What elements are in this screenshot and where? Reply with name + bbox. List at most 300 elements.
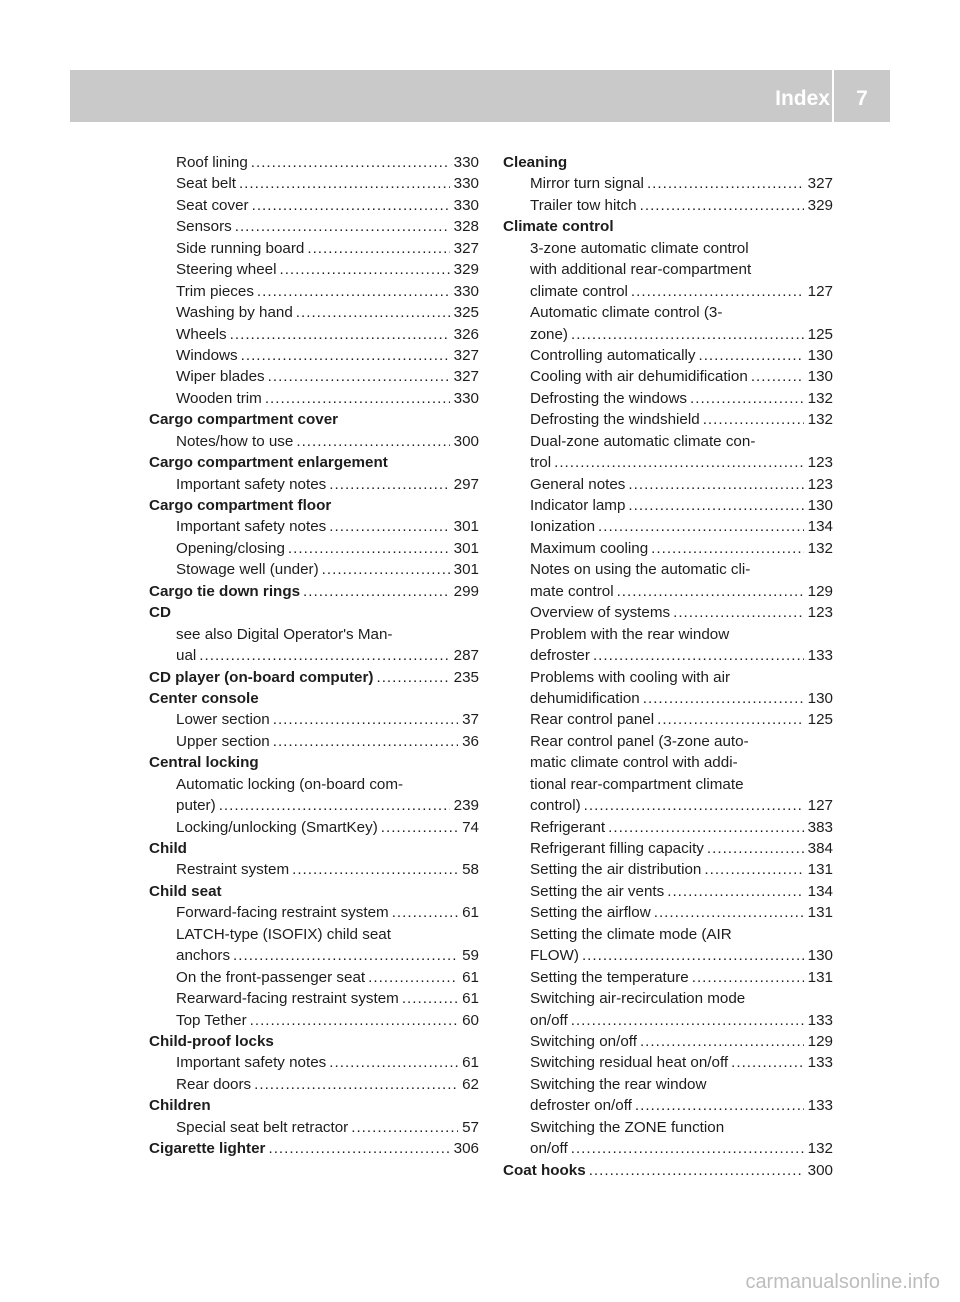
entry-label: Switching air-recirculation mode (530, 990, 746, 1008)
entry-page-ref[interactable]: 133 (807, 647, 833, 665)
leader-dots (598, 516, 804, 537)
index-heading (149, 409, 479, 430)
index-entry (503, 516, 833, 537)
leader-dots (329, 474, 449, 495)
leader-dots (554, 452, 804, 473)
index-entry (503, 795, 833, 816)
entry-page-ref[interactable]: 131 (807, 861, 833, 879)
leader-dots (219, 795, 450, 816)
entry-label: Important safety notes (176, 1054, 327, 1072)
entry-page-ref[interactable]: 327 (453, 239, 479, 257)
section-title: Index (775, 87, 830, 110)
entry-label: Locking/unlocking (SmartKey) (176, 818, 378, 836)
entry-label: Cooling with air dehumidification (530, 368, 748, 386)
entry-label: Setting the temperature (530, 968, 689, 986)
index-entry (503, 495, 833, 516)
entry-page-ref[interactable]: 37 (462, 711, 479, 729)
entry-page-ref[interactable]: 127 (807, 282, 833, 300)
entry-label: Problem with the rear window (530, 625, 730, 643)
index-entry (149, 924, 479, 945)
entry-page-ref[interactable]: 129 (807, 1032, 833, 1050)
entry-label: Wheels (176, 325, 227, 343)
entry-page-ref[interactable]: 300 (807, 1161, 833, 1179)
entry-label: Switching the rear window (530, 1075, 707, 1093)
leader-dots (704, 859, 803, 880)
index-entry (503, 173, 833, 194)
entry-label: Washing by hand (176, 304, 293, 322)
leader-dots (690, 388, 804, 409)
entry-page-ref[interactable]: 57 (462, 1118, 479, 1136)
entry-page-ref[interactable]: 330 (453, 282, 479, 300)
index-entry (149, 216, 479, 237)
entry-page-ref[interactable]: 133 (807, 1097, 833, 1115)
entry-page-ref[interactable]: 61 (462, 1054, 479, 1072)
index-entry (503, 945, 833, 966)
leader-dots (628, 495, 803, 516)
leader-dots (288, 538, 450, 559)
index-entry (503, 259, 833, 280)
entry-page-ref[interactable]: 61 (462, 968, 479, 986)
index-heading (149, 667, 479, 688)
leader-dots (199, 645, 449, 666)
index-entry (149, 388, 479, 409)
leader-dots (230, 324, 450, 345)
index-entry (503, 859, 833, 880)
entry-label: anchors (176, 947, 231, 965)
leader-dots (392, 902, 458, 923)
entry-label: Cleaning (503, 154, 568, 171)
entry-page-ref[interactable]: 301 (453, 518, 479, 536)
entry-page-ref[interactable]: 325 (453, 304, 479, 322)
entry-label: Rear doors (176, 1075, 252, 1093)
entry-label: zone) (530, 325, 568, 343)
entry-label: Top Tether (176, 1011, 247, 1029)
index-heading (149, 581, 479, 602)
entry-page-ref[interactable]: 130 (807, 497, 833, 514)
index-column-right (503, 152, 833, 1181)
index-entry (503, 581, 833, 602)
index-entry (149, 366, 479, 387)
entry-label: dehumidification (530, 689, 640, 707)
index-entry (503, 538, 833, 559)
entry-label: Child (149, 840, 187, 857)
entry-label: Rear control panel (530, 711, 655, 729)
index-entry (503, 602, 833, 623)
index-entry (503, 645, 833, 666)
index-entry (503, 1031, 833, 1052)
index-entry (149, 988, 479, 1009)
entry-page-ref[interactable]: 134 (807, 882, 833, 900)
entry-label: Notes on using the automatic cli- (530, 561, 751, 579)
leader-dots (322, 559, 450, 580)
leader-dots (351, 1117, 458, 1138)
leader-dots (381, 817, 458, 838)
index-heading (149, 881, 479, 902)
leader-dots (571, 1010, 804, 1031)
entry-label: Wooden trim (176, 389, 262, 407)
entry-label: Center console (149, 689, 259, 707)
entry-label: Side running board (176, 239, 305, 257)
index-entry (503, 431, 833, 452)
entry-label: Children (149, 1097, 211, 1115)
entry-page-ref[interactable]: 59 (462, 947, 479, 965)
index-entry (149, 259, 479, 280)
index-heading (503, 1160, 833, 1181)
entry-label: 3-zone automatic climate control (530, 239, 749, 257)
leader-dots (654, 902, 804, 923)
index-entry (149, 774, 479, 795)
index-entry (149, 731, 479, 752)
leader-dots (582, 945, 804, 966)
leader-dots (376, 667, 449, 688)
index-entry (503, 1074, 833, 1095)
index-heading (503, 152, 833, 173)
entry-label: Steering wheel (176, 261, 277, 279)
entry-label: General notes (530, 475, 626, 493)
entry-label: climate control (530, 282, 628, 300)
entry-label: Stowage well (under) (176, 561, 319, 579)
entry-label: Defrosting the windshield (530, 411, 700, 429)
entry-label: Cigarette lighter (149, 1140, 266, 1158)
entry-label: Opening/closing (176, 539, 285, 557)
index-entry (149, 795, 479, 816)
index-entry (503, 1052, 833, 1073)
entry-label: defroster on/off (530, 1097, 632, 1115)
entry-page-ref[interactable]: 123 (807, 604, 833, 622)
entry-page-ref[interactable]: 132 (807, 411, 833, 429)
entry-label: Switching the ZONE function (530, 1118, 725, 1136)
leader-dots (402, 988, 458, 1009)
entry-page-ref[interactable]: 61 (462, 990, 479, 1008)
index-entry (149, 945, 479, 966)
index-entry (149, 1074, 479, 1095)
entry-page-ref[interactable]: 123 (807, 454, 833, 472)
entry-page-ref[interactable]: 132 (807, 389, 833, 407)
entry-label: Overview of systems (530, 604, 671, 622)
entry-label: Forward-facing restraint system (176, 904, 389, 922)
entry-label: mate control (530, 582, 614, 600)
entry-page-ref[interactable]: 129 (807, 582, 833, 600)
entry-label: On the front-passenger seat (176, 968, 366, 986)
index-column-left (149, 152, 479, 1160)
leader-dots (698, 345, 803, 366)
entry-page-ref[interactable]: 74 (462, 818, 479, 836)
leader-dots (296, 302, 450, 323)
entry-label: Maximum cooling (530, 539, 649, 557)
entry-label: Trailer tow hitch (530, 196, 637, 214)
entry-label: Setting the climate mode (AIR (530, 925, 732, 943)
leader-dots (635, 1095, 804, 1116)
leader-dots (303, 581, 450, 602)
entry-page-ref[interactable]: 132 (807, 539, 833, 557)
index-entry (149, 324, 479, 345)
entry-label: Setting the air vents (530, 882, 665, 900)
leader-dots (571, 324, 804, 345)
index-entry (503, 817, 833, 838)
entry-label: on/off (530, 1011, 568, 1029)
entry-page-ref[interactable]: 60 (462, 1011, 479, 1029)
leader-dots (707, 838, 804, 859)
index-entry (149, 431, 479, 452)
entry-label: Seat belt (176, 175, 236, 193)
entry-label: Special seat belt retractor (176, 1118, 349, 1136)
index-heading (149, 1031, 479, 1052)
entry-label: Climate control (503, 218, 614, 236)
entry-page-ref[interactable]: 133 (807, 1011, 833, 1029)
entry-label: Rearward-facing restraint system (176, 990, 399, 1008)
entry-label: Setting the airflow (530, 904, 651, 922)
entry-page-ref[interactable]: 330 (453, 154, 479, 171)
index-entry (149, 902, 479, 923)
leader-dots (617, 581, 804, 602)
entry-label: Restraint system (176, 861, 290, 879)
entry-label: CD player (on-board computer) (149, 668, 374, 686)
leader-dots (329, 1052, 458, 1073)
entry-label: Defrosting the windows (530, 389, 688, 407)
entry-page-ref[interactable]: 384 (807, 840, 833, 857)
entry-label: Child seat (149, 882, 222, 900)
leader-dots (651, 538, 803, 559)
index-heading (149, 838, 479, 859)
entry-label: Cargo compartment floor (149, 497, 332, 514)
entry-label: LATCH-type (ISOFIX) child seat (176, 925, 391, 943)
entry-page-ref[interactable]: 383 (807, 818, 833, 836)
entry-page-ref[interactable]: 125 (807, 325, 833, 343)
watermark: carmanualsonline.info (745, 1271, 940, 1293)
entry-page-ref[interactable]: 123 (807, 475, 833, 493)
entry-label: Trim pieces (176, 282, 254, 300)
entry-label: Indicator lamp (530, 497, 626, 514)
index-entry (149, 238, 479, 259)
entry-page-ref[interactable]: 306 (453, 1140, 479, 1158)
index-entry (503, 902, 833, 923)
entry-label: Windows (176, 346, 238, 364)
leader-dots (640, 1031, 804, 1052)
index-entry (503, 302, 833, 323)
entry-label: Lower section (176, 711, 270, 729)
leader-dots (233, 945, 458, 966)
entry-page-ref[interactable]: 300 (453, 432, 479, 450)
entry-label: Refrigerant filling capacity (530, 840, 704, 857)
entry-label: control) (530, 797, 581, 815)
index-entry (503, 324, 833, 345)
index-entry (149, 302, 479, 323)
entry-page-ref[interactable]: 330 (453, 389, 479, 407)
index-entry (503, 281, 833, 302)
entry-page-ref[interactable]: 125 (807, 711, 833, 729)
index-entry (503, 1095, 833, 1116)
entry-page-ref[interactable]: 134 (807, 518, 833, 536)
entry-label: Child-proof locks (149, 1032, 274, 1050)
entry-page-ref[interactable]: 127 (807, 797, 833, 815)
leader-dots (584, 795, 804, 816)
index-entry (503, 366, 833, 387)
index-heading (149, 1138, 479, 1159)
index-entry (149, 1052, 479, 1073)
entry-page-ref[interactable]: 301 (453, 539, 479, 557)
leader-dots (273, 709, 458, 730)
entry-page-ref[interactable]: 327 (453, 346, 479, 364)
index-entry (149, 559, 479, 580)
index-entry (503, 881, 833, 902)
leader-dots (608, 817, 804, 838)
entry-page-ref[interactable]: 301 (453, 561, 479, 579)
entry-label: Switching on/off (530, 1032, 637, 1050)
index-entry (149, 152, 479, 173)
index-entry (503, 667, 833, 688)
entry-page-ref[interactable]: 130 (807, 368, 833, 386)
leader-dots (731, 1052, 804, 1073)
entry-page-ref[interactable]: 330 (453, 175, 479, 193)
entry-label: Notes/how to use (176, 432, 294, 450)
entry-label: Rear control panel (3-zone auto- (530, 732, 749, 750)
index-entry (149, 817, 479, 838)
leader-dots (251, 152, 450, 173)
index-entry (503, 345, 833, 366)
entry-label: Seat cover (176, 196, 249, 214)
entry-label: CD (149, 604, 171, 622)
leader-dots (631, 281, 804, 302)
leader-dots (640, 195, 804, 216)
leader-dots (667, 881, 803, 902)
entry-page-ref[interactable]: 330 (453, 196, 479, 214)
index-entry (149, 345, 479, 366)
entry-label: trol (530, 454, 552, 472)
entry-label: Cargo tie down rings (149, 582, 301, 600)
entry-label: Sensors (176, 218, 232, 236)
index-heading (149, 688, 479, 709)
entry-page-ref[interactable]: 132 (807, 1140, 833, 1158)
entry-page-ref[interactable]: 326 (453, 325, 479, 343)
leader-dots (589, 1160, 804, 1181)
entry-label: Cargo compartment cover (149, 411, 339, 429)
leader-dots (751, 366, 804, 387)
leader-dots (252, 195, 450, 216)
index-heading (149, 752, 479, 773)
leader-dots (593, 645, 804, 666)
leader-dots (239, 173, 450, 194)
index-heading (149, 452, 479, 473)
entry-page-ref[interactable]: 329 (807, 196, 833, 214)
leader-dots (250, 1010, 458, 1031)
entry-label: Cargo compartment enlargement (149, 454, 388, 472)
index-entry (149, 173, 479, 194)
index-entry (149, 645, 479, 666)
leader-dots (268, 1138, 449, 1159)
leader-dots (628, 474, 803, 495)
entry-label: Switching residual heat on/off (530, 1054, 729, 1072)
entry-label: Central locking (149, 754, 259, 772)
entry-label: Ionization (530, 518, 596, 536)
entry-label: on/off (530, 1140, 568, 1158)
entry-page-ref[interactable]: 327 (453, 368, 479, 386)
index-entry (149, 281, 479, 302)
index-entry (149, 624, 479, 645)
entry-page-ref[interactable]: 131 (807, 968, 833, 986)
index-entry (503, 624, 833, 645)
leader-dots (673, 602, 804, 623)
entry-page-ref[interactable]: 328 (453, 218, 479, 236)
leader-dots (279, 259, 449, 280)
index-entry (503, 752, 833, 773)
entry-page-ref[interactable]: 235 (453, 668, 479, 686)
entry-page-ref[interactable]: 62 (462, 1075, 479, 1093)
entry-label: Important safety notes (176, 475, 327, 493)
leader-dots (296, 431, 449, 452)
index-entry (503, 1010, 833, 1031)
index-entry (149, 474, 479, 495)
leader-dots (257, 281, 450, 302)
entry-label: Controlling automatically (530, 346, 696, 364)
entry-page-ref[interactable]: 327 (807, 175, 833, 193)
entry-page-ref[interactable]: 58 (462, 861, 479, 879)
leader-dots (307, 238, 449, 259)
index-entry (503, 388, 833, 409)
entry-page-ref[interactable]: 130 (807, 689, 833, 707)
entry-page-ref[interactable]: 130 (807, 346, 833, 364)
entry-page-ref[interactable]: 133 (807, 1054, 833, 1072)
entry-page-ref[interactable]: 61 (462, 904, 479, 922)
index-entry (503, 688, 833, 709)
entry-label: with additional rear-compartment (530, 261, 752, 279)
index-entry (503, 238, 833, 259)
leader-dots (647, 173, 804, 194)
entry-page-ref[interactable]: 36 (462, 732, 479, 750)
entry-label: Important safety notes (176, 518, 327, 536)
index-entry (503, 967, 833, 988)
entry-page-ref[interactable]: 299 (453, 582, 479, 600)
index-entry (149, 516, 479, 537)
entry-label: puter) (176, 797, 216, 815)
entry-label: Automatic climate control (3- (530, 304, 723, 322)
index-entry (503, 924, 833, 945)
index-entry (503, 1117, 833, 1138)
index-entry (149, 967, 479, 988)
entry-label: Mirror turn signal (530, 175, 644, 193)
leader-dots (703, 409, 804, 430)
entry-label: defroster (530, 647, 590, 665)
index-entry (503, 774, 833, 795)
leader-dots (571, 1138, 804, 1159)
index-entry (503, 409, 833, 430)
leader-dots (241, 345, 450, 366)
leader-dots (254, 1074, 458, 1095)
entry-page-ref[interactable]: 329 (453, 261, 479, 279)
index-entry (149, 538, 479, 559)
index-entry (503, 709, 833, 730)
index-entry (503, 452, 833, 473)
entry-page-ref[interactable]: 131 (807, 904, 833, 922)
index-heading (503, 216, 833, 237)
entry-label: Upper section (176, 732, 270, 750)
leader-dots (692, 967, 804, 988)
entry-page-ref[interactable]: 239 (453, 797, 479, 815)
header-bar (70, 70, 890, 122)
entry-label: Refrigerant (530, 818, 606, 836)
leader-dots (292, 859, 458, 880)
index-entry (503, 1138, 833, 1159)
index-entry (149, 1117, 479, 1138)
entry-page-ref[interactable]: 130 (807, 947, 833, 965)
entry-page-ref[interactable]: 287 (453, 647, 479, 665)
entry-page-ref[interactable]: 297 (453, 475, 479, 493)
index-entry (149, 709, 479, 730)
index-entry (503, 838, 833, 859)
entry-label: matic climate control with addi- (530, 754, 738, 772)
entry-label: Wiper blades (176, 368, 265, 386)
entry-label: Roof lining (176, 154, 248, 171)
entry-label: ual (176, 647, 197, 665)
